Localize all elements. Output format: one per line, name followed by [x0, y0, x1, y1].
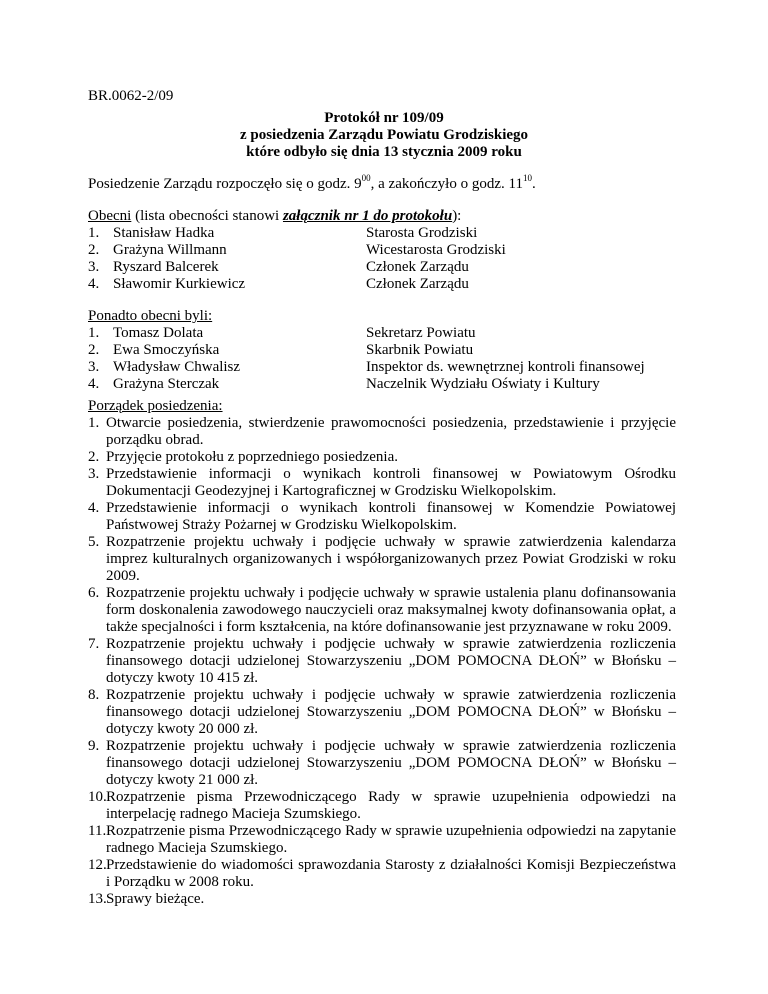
document-subtitle: z posiedzenia Zarządu Powiatu Grodziskiego	[239, 127, 529, 143]
session-end-minutes: 10	[522, 173, 532, 183]
agenda-item-text: Otwarcie posiedzenia, stwierdzenie prawomocności posiedzenia, przedstawienie i przyjęcie porządku obrad.	[106, 415, 676, 448]
present-member-role: Starosta Grodziski	[366, 225, 478, 241]
present-heading-rest-1: (lista obecności stanowi	[131, 208, 283, 224]
agenda-item-number: 5.	[88, 534, 100, 550]
also-present-name: Władysław Chwalisz	[113, 359, 241, 375]
also-present-role: Skarbnik Powiatu	[366, 342, 474, 358]
agenda-item-number: 11.	[88, 823, 107, 839]
agenda-item-number: 10.	[88, 789, 107, 805]
document-reference: BR.0062-2/09	[88, 88, 174, 104]
also-present-name: Tomasz Dolata	[113, 325, 204, 341]
agenda-item-number: 8.	[88, 687, 100, 703]
agenda-item	[88, 857, 676, 891]
present-heading	[88, 208, 461, 225]
session-start-minutes: 00	[361, 173, 371, 183]
agenda-item	[88, 415, 676, 449]
document-date-line: które odbyło się dnia 13 stycznia 2009 roku	[246, 144, 522, 160]
present-member-role: Wicestarosta Grodziski	[366, 242, 506, 258]
also-present-num: 2.	[88, 342, 100, 358]
also-present-role: Inspektor ds. wewnętrznej kontroli finansowej	[366, 359, 645, 375]
agenda-item-text: Rozpatrzenie pisma Przewodniczącego Rady w sprawie uzupełnienia odpowiedzi na interpelację radnego Macieja Szumskiego.	[106, 789, 676, 822]
agenda-item	[88, 449, 676, 466]
agenda-item-number: 4.	[88, 500, 100, 516]
agenda-item	[88, 891, 676, 908]
agenda-item	[88, 823, 676, 857]
document-title: Protokół nr 109/09	[324, 110, 444, 126]
agenda-item-text: Rozpatrzenie projektu uchwały i podjęcie uchwały w sprawie zatwierdzenia rozliczenia finansowego dotacji udzielonej Stowarzyszeniu „DOM POMOCNA DŁOŃ” w Błońsku – dotyczy kwoty 10 415 zł.	[106, 636, 676, 686]
session-end-text: , a zakończyło o godz. 11	[370, 176, 523, 192]
agenda-item-number: 9.	[88, 738, 100, 754]
also-present-num: 4.	[88, 376, 100, 392]
present-member-name: Ryszard Balcerek	[113, 259, 219, 275]
attachment-reference: załącznik nr 1 do protokołu	[282, 208, 453, 224]
also-present-role: Sekretarz Powiatu	[366, 325, 476, 341]
agenda-item-number: 7.	[88, 636, 100, 652]
also-present-num: 3.	[88, 359, 100, 375]
also-present-name: Grażyna Sterczak	[113, 376, 220, 392]
agenda	[88, 398, 676, 908]
present-member-num: 2.	[88, 242, 100, 258]
agenda-item	[88, 585, 676, 636]
agenda-item-number: 12.	[88, 857, 107, 873]
agenda-item-text: Przedstawienie informacji o wynikach kontroli finansowej w Powiatowym Ośrodku Dokumentacji Geodezyjnej i Kartograficznej w Grodzisku Wielkopolskim.	[106, 466, 676, 499]
agenda-heading: Porządek posiedzenia:	[88, 398, 223, 414]
agenda-item-number: 1.	[88, 415, 100, 431]
agenda-item-number: 13.	[88, 891, 107, 907]
present-member-name: Grażyna Willmann	[113, 242, 227, 258]
also-present-role: Naczelnik Wydziału Oświaty i Kultury	[366, 376, 600, 392]
present-member-name: Sławomir Kurkiewicz	[113, 276, 246, 292]
agenda-item-number: 2.	[88, 449, 100, 465]
agenda-item	[88, 636, 676, 687]
present-member-num: 1.	[88, 225, 100, 241]
session-end-period: .	[531, 176, 536, 192]
present-heading-label: Obecni	[88, 208, 132, 224]
also-present-name: Ewa Smoczyńska	[113, 342, 220, 358]
agenda-item-text: Rozpatrzenie pisma Przewodniczącego Rady w sprawie uzupełnienia odpowiedzi na zapytanie radnego Macieja Szumskiego.	[106, 823, 676, 856]
session-start-text: Posiedzenie Zarządu rozpoczęło się o godz. 9	[88, 176, 362, 192]
agenda-item	[88, 466, 676, 500]
agenda-item-text: Rozpatrzenie projektu uchwały i podjęcie uchwały w sprawie zatwierdzenia kalendarza imprez kulturalnych organizowanych i współorganizowanych przez Powiat Grodziski w roku 2009.	[106, 534, 676, 584]
agenda-item-text: Rozpatrzenie projektu uchwały i podjęcie uchwały w sprawie ustalenia planu dofinansowania form doskonalenia zawodowego nauczycieli oraz maksymalnej kwoty dofinansowania opłat, a także specjalności i form kształcenia, na które dofinansowanie jest przyznawane w roku 2009.	[106, 585, 676, 635]
also-present-num: 1.	[88, 325, 100, 341]
agenda-item	[88, 789, 676, 823]
agenda-item	[88, 534, 676, 585]
agenda-item-text: Przedstawienie do wiadomości sprawozdania Starosty z działalności Komisji Bezpieczeństwa i Porządku w 2008 roku.	[106, 857, 676, 890]
present-member-role: Członek Zarządu	[366, 276, 469, 292]
present-member-role: Członek Zarządu	[366, 259, 469, 275]
present-member-num: 4.	[88, 276, 100, 292]
agenda-item-text: Rozpatrzenie projektu uchwały i podjęcie uchwały w sprawie zatwierdzenia rozliczenia finansowego dotacji udzielonej Stowarzyszeniu „DOM POMOCNA DŁOŃ” w Błońsku – dotyczy kwoty 20 000 zł.	[106, 687, 676, 737]
present-member-name: Stanisław Hadka	[113, 225, 215, 241]
agenda-item-text: Sprawy bieżące.	[106, 891, 205, 907]
agenda-item-text: Przedstawienie informacji o wynikach kontroli finansowej w Komendzie Powiatowej Państwowej Straży Pożarnej w Grodzisku Wielkopolskim.	[106, 500, 676, 533]
session-times	[88, 173, 536, 193]
agenda-item-text: Rozpatrzenie projektu uchwały i podjęcie uchwały w sprawie zatwierdzenia rozliczenia finansowego dotacji udzielonej Stowarzyszeniu „DOM POMOCNA DŁOŃ” w Błońsku – dotyczy kwoty 21 000 zł.	[106, 738, 676, 788]
agenda-item-text: Przyjęcie protokołu z poprzedniego posiedzenia.	[106, 449, 398, 465]
agenda-item-number: 6.	[88, 585, 100, 601]
agenda-item	[88, 500, 676, 534]
agenda-item-number: 3.	[88, 466, 100, 482]
also-present-heading: Ponadto obecni byli:	[88, 308, 213, 324]
agenda-item	[88, 687, 676, 738]
agenda-item	[88, 738, 676, 789]
present-heading-rest-2: ):	[452, 208, 462, 224]
present-member-num: 3.	[88, 259, 100, 275]
